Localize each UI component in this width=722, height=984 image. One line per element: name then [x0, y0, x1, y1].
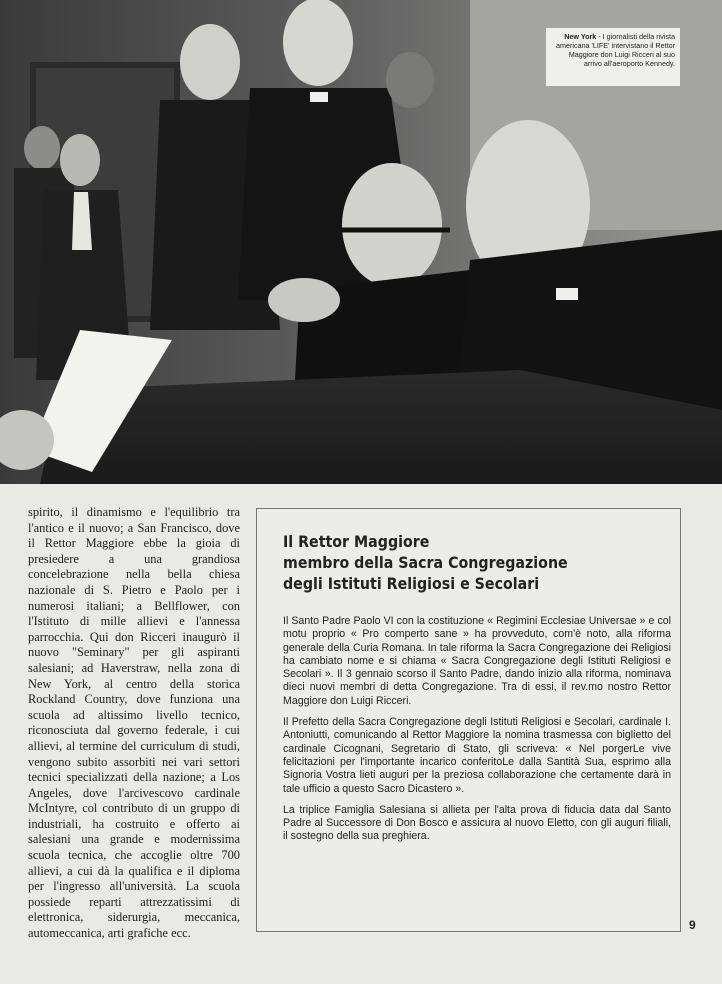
- press-photo: [0, 0, 722, 484]
- caption-text: - I giornalisti della rivista americana 'LIFE' intervistano il Rettor Maggiore don Luigi Ricceri al suo arrivo all'aeroporto Kennedy.: [556, 32, 675, 68]
- photo-caption: [546, 28, 680, 86]
- page-number: 9: [689, 918, 696, 932]
- caption-place: New York: [564, 32, 597, 41]
- box-paragraph: Il Santo Padre Paolo VI con la costituzione « Regimini Ecclesiae Universae » e col motu proprio « Pro comperto sane » ha provveduto, com'è noto, alla riforma generale della Curia Romana. In tale riforma la Sacra Congregazione dei Religiosi ha cambiato nome e si chiama « Sacra Congregazione degli Istituti Religiosi e Secolari ». Il 3 gennaio scorso il Santo Padre, dando inizio alla riforma, nominava dieci nuovi membri di detta Congregazione. Tra di essi, il rev.mo nostro Rettor Maggiore don Luigi Ricceri.: [283, 615, 671, 707]
- announcement-box: [256, 508, 681, 932]
- box-body: [283, 615, 671, 852]
- box-paragraph: Il Prefetto della Sacra Congregazione degli Istituti Religiosi e Secolari, cardinale I. Antoniutti, comunicando al Rettor Maggiore la nomina trasmessa con biglietto del cardinale Cicognani, Segretario di Stato, gli scriveva: « Nel porgerLe vive felicitazioni per l'importante incarico conferitoLe dalla Santità Sua, esprimo alla Signoria Vostra lieti auguri per la preziosa collaborazione che certamente darà in tale ufficio a questo Sacro Dicastero ».: [283, 716, 671, 795]
- box-title-line: Il Rettor Maggiore: [283, 532, 430, 551]
- box-title-line: membro della Sacra Congregazione: [283, 553, 568, 572]
- box-title-line: degli Istituti Religiosi e Secolari: [283, 574, 540, 593]
- box-title: [283, 531, 625, 594]
- left-column-text: spirito, il dinamismo e l'equilibrio tra l'antico e il nuovo; a San Francisco, dove il Rettor Maggiore ebbe la gioia di presiedere a una grandiosa concelebrazione nella bella chiesa nazionale di S. Pietro e Paolo per i numerosi italiani; a Bellflower, con l'Istituto di mille allievi e l'annessa parrocchia. Qui don Ricceri inaugurò il nuovo "Seminary" per gli aspiranti salesiani; ad Haverstraw, nella zona di New York, al centro della storica Rockland Country, dove funziona una scuola ad altissimo livello tecnico, riconosciuta dal governo federale, i cui allievi, al termine del curriculum di studi, vengono subito assorbiti nei vari settori tecnici specializzati della nazione; a Los Angeles, dove l'arcivescovo cardinale McIntyre, col contributo di un gruppo di industriali, ha costruito e offerto ai salesiani una grande e modernissima scuola tecnica, che accoglie oltre 700 allievi, a cui dà la qualifica e il diploma per l'ingresso all'università. La scuola possiede reparti attrezzatissimi di elettronica, siderurgia, meccanica, automeccanica, arti grafiche ecc.: [28, 505, 240, 941]
- box-paragraph: La triplice Famiglia Salesiana si allieta per l'alta prova di fiducia data dal Santo Padre al Successore di Don Bosco e assicura al nuovo Eletto, con gli auguri filiali, il sostegno della sua preghiera.: [283, 803, 671, 843]
- left-column-article: [28, 505, 240, 942]
